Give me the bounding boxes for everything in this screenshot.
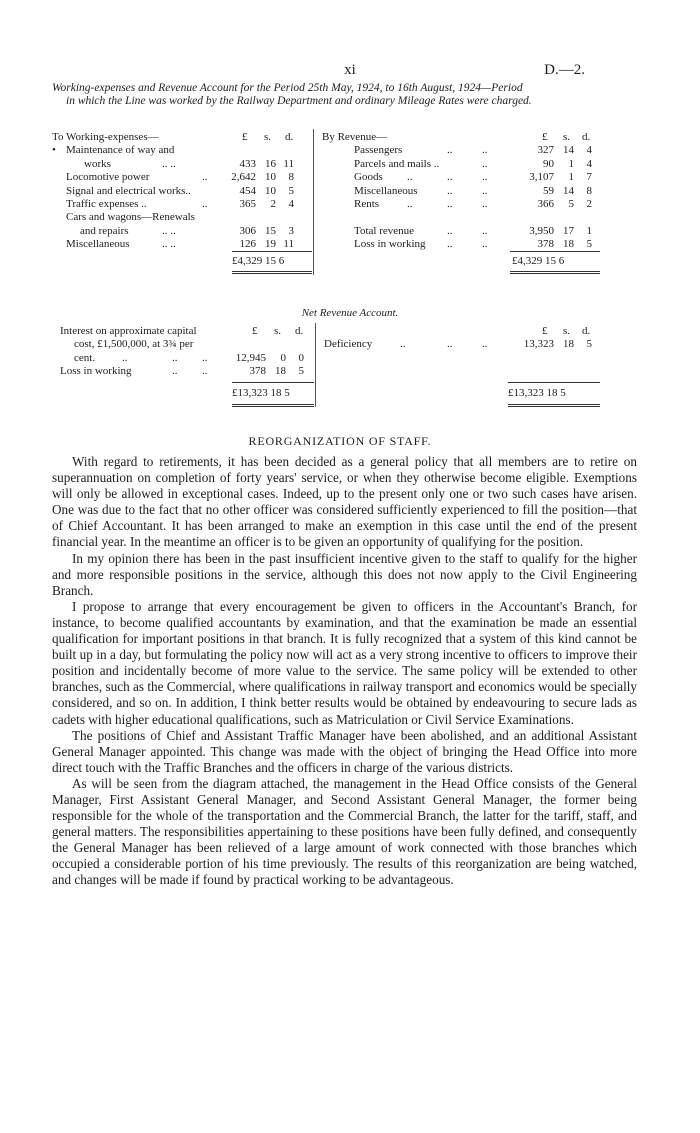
deficiency-pounds: 13,323	[523, 338, 554, 351]
expenses-column: To Working-expenses— £ s. d. • Maintenance of way and works .. .. 433 16 11 Locomotive power .. 2,642 10 8 Signal and electrical works.. 454 10 5 Traffic expenses .. .. 365 2 4 Cars and wagons—Renewals and repairs .. .. 306 15 3 Miscellaneous .. .. 126 19 11	[52, 131, 294, 251]
expense-label: Maintenance of way and	[66, 144, 175, 157]
revenue-label: Miscellaneous	[354, 184, 418, 197]
net-left-total-rule	[232, 404, 314, 407]
net-left-total: £13,323 18 5	[232, 387, 290, 399]
expense-pounds: 306	[239, 224, 256, 237]
document-reference: D.—2.	[544, 62, 585, 78]
revenue-subtotal-rule	[510, 251, 600, 252]
expenses-total: £4,329 15 6	[232, 255, 285, 267]
expense-label: and repairs	[80, 224, 129, 237]
section-heading: REORGANIZATION OF STAFF.	[248, 434, 432, 448]
body-text	[52, 454, 637, 889]
revenue-label: Parcels and mails ..	[354, 157, 440, 170]
revenue-total-rule	[510, 271, 600, 274]
revenue-heading: By Revenue—	[322, 131, 388, 143]
interest-label-1: Interest on approximate capital	[60, 325, 197, 337]
interest-pounds: 12,945	[235, 351, 266, 364]
paragraph: The positions of Chief and Assistant Traffic Manager have been abolished, and an additional Assistant General Manager appointed. This change was made with the object of bringing the Head Office into more direct touch with the Traffic Branches and the officers in charge of the various districts.	[52, 727, 637, 775]
total-revenue-label: Total revenue	[354, 224, 415, 237]
page-number: xi	[344, 62, 356, 78]
expense-pounds: 126	[239, 238, 256, 251]
revenue-pounds: 327	[537, 144, 554, 157]
account-title	[52, 82, 637, 108]
net-loss-label: Loss in working	[60, 365, 132, 378]
net-right-total-rule	[508, 404, 600, 407]
loss-pounds: 378	[537, 238, 554, 251]
account-title-line2: in which the Line was worked by the Railway Department and ordinary Mileage Rates were charged.	[66, 95, 532, 107]
expenses-heading: To Working-expenses—	[52, 131, 159, 143]
revenue-pounds: 366	[537, 197, 554, 210]
shillings-header: s.	[264, 131, 272, 143]
net-left-column: Interest on approximate capital £ s. d. cost, £1,500,000, at 3¾ per cent. .. .. .. 12,945 0 0 Loss in working .. .. 378 18 5	[60, 325, 304, 378]
revenue-label: Rents	[354, 197, 380, 210]
net-right-subtotal-rule	[508, 382, 600, 383]
expense-pounds: 454	[239, 184, 256, 197]
net-loss-pounds: 378	[249, 365, 266, 378]
revenue-pounds: 59	[543, 184, 554, 197]
net-account-divider	[315, 323, 316, 407]
interest-label-3: cent.	[74, 351, 96, 364]
pence-header: d.	[285, 131, 294, 143]
expense-pounds: 365	[239, 197, 256, 210]
deficiency-label: Deficiency	[324, 338, 373, 351]
revenue-label: Passengers	[354, 144, 403, 157]
account-divider	[313, 129, 314, 275]
account-title-line1: Working-expenses and Revenue Account for the Period 25th May, 1924, to 16th August, 1924—Period	[52, 82, 523, 94]
net-left-subtotal-rule	[232, 382, 314, 383]
expense-label: Miscellaneous	[66, 238, 130, 251]
expenses-total-rule	[232, 271, 312, 274]
pounds-header: £	[242, 131, 248, 143]
paragraph: As will be seen from the diagram attached, the management in the Head Office consists of the General Manager, First Assistant General Manager, and Second Assistant General Manager, the former being responsible for the whole of the transportation and the Commercial Branch, the latter for the tariff, staff, and general matters. The responsibilities appertaining to these positions have been fully defined, and consequently the General Manager has been relieved of a large amount of work connected with those branches which occupied a considerable portion of his time previously. The results of this reorganization are being watched, and changes will be made if found by practical working to be advantageous.	[52, 775, 637, 888]
paragraph: I propose to arrange that every encouragement be given to officers in the Accountant's Branch, for instance, to become qualified accountants by examination, and that the examination be made an essential qualification for important positions in that branch. It is fully recognized that a system of this kind cannot be built up in a day, but formulating the policy now will act as a very strong incentive to officers to improve their position and incidentally become of more value to the service. The same policy will be extended to other branches, such as the Commercial, where qualifications in railway transport and economics would be specially considered, and so on. In addition, I think better results would be obtained by endeavouring to secure lads as cadets with higher educational qualifications, such as Matriculation or Civil Service Examinations.	[52, 598, 637, 727]
revenue-pounds: 90	[543, 157, 554, 170]
total-revenue-pounds: 3,950	[529, 224, 554, 237]
expense-label: Locomotive power	[66, 171, 150, 184]
expense-pounds: 2,642	[231, 171, 256, 184]
expense-label: works	[84, 157, 111, 170]
revenue-column: By Revenue— £ s. d. Passengers .. .. 327 14 4 Parcels and mails .. .. 90 1 4 Goods .. .. .. 3,107 1 7 Miscellaneous .. .. 59 14 8 Rents .. .. .. 366 5 2 Total revenue .. .. 3,950 17 1 Loss in working .. .. 378 18 5	[322, 131, 592, 251]
expenses-subtotal-rule	[232, 251, 312, 252]
expense-pounds: 433	[239, 157, 256, 170]
loss-label: Loss in working	[354, 238, 426, 251]
expense-label: Traffic expenses ..	[66, 197, 147, 210]
expense-label: Cars and wagons—Renewals	[66, 211, 195, 224]
interest-label-2: cost, £1,500,000, at 3¾ per	[74, 338, 194, 351]
paragraph: In my opinion there has been in the past insufficient incentive given to the staff to qualify for the higher and more responsible positions in the service, although this does not now apply to the Civil Engineering Branch.	[52, 550, 637, 598]
expense-label: Signal and electrical works..	[66, 184, 191, 197]
net-account-title: Net Revenue Account.	[301, 307, 399, 319]
revenue-label: Goods	[354, 171, 383, 184]
net-right-column: £ s. d. Deficiency .. .. .. 13,323 18 5	[324, 325, 592, 351]
revenue-total: £4,329 15 6	[512, 255, 565, 267]
revenue-pounds: 3,107	[529, 171, 554, 184]
paragraph: With regard to retirements, it has been decided as a general policy that all members are to retire on superannuation on completion of forty years' service, or when they otherwise become eligible. Exemptions will only be allowed in exceptional cases. Indeed, up to the present only one or two such cases have arisen. One was due to the fact that no other officer was considered sufficiently experienced to fill the position—that of Chief Accountant. It has been arranged to make an exemption in this case until the end of the present financial year. In the meantime an officer is to be given an opportunity of qualifying for the position.	[52, 454, 637, 550]
net-right-total: £13,323 18 5	[508, 387, 566, 399]
